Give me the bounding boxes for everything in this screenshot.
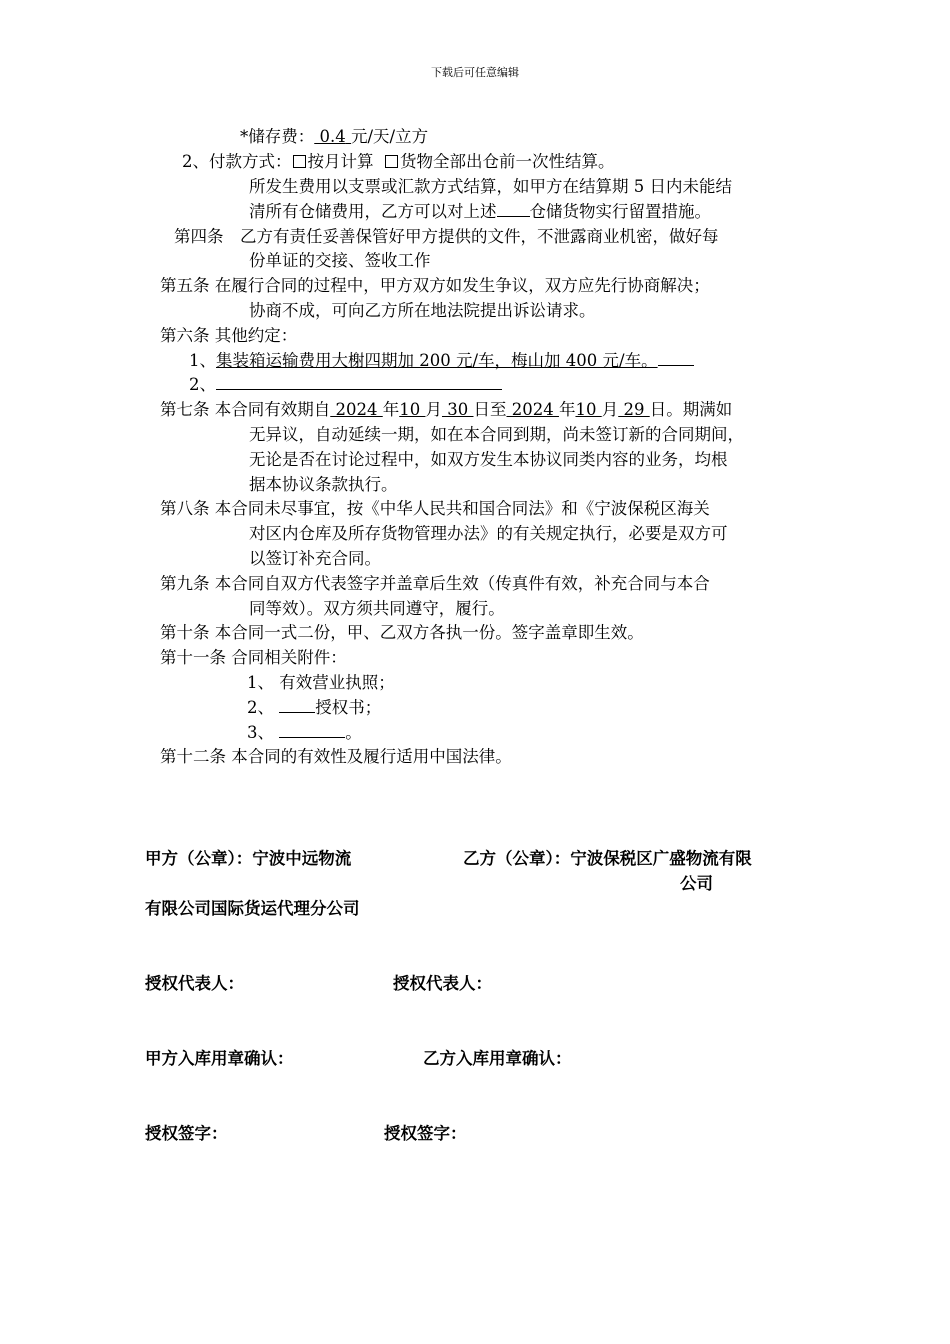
article-8-line-3: 以签订补充合同。	[249, 549, 381, 568]
article-8-line-2: 对区内仓库及所存货物管理办法》的有关规定执行，必要是双方可	[249, 524, 728, 543]
article-11-item-3: 3、 。	[247, 723, 362, 742]
end-year: 2024	[506, 400, 559, 419]
article-6-item-2: 2、	[189, 374, 502, 396]
article-10: 第十条 本合同一式二份，甲、乙双方各执一份。签字盖章即生效。	[160, 623, 644, 642]
article-11-title: 第十一条 合同相关附件：	[160, 648, 347, 667]
rep-a-label: 授权代表人：	[145, 974, 244, 993]
checkbox-one-time[interactable]	[385, 155, 398, 168]
article-6-item-1: 1、集装箱运输费用大榭四期加 200 元/车，梅山加 400 元/车。	[189, 350, 694, 372]
storage-fee-line: *储存费： 0.4 元/天/立方	[240, 127, 429, 146]
blank-field	[279, 697, 315, 713]
payment-text-1: 所发生费用以支票或汇款方式结算，如甲方在结算期 5 日内未能结	[249, 177, 732, 196]
article-5-line-1: 第五条 在履行合同的过程中，甲方双方如发生争议，双方应先行协商解决；	[160, 276, 710, 295]
stamp-a-label: 甲方入库用章确认：	[145, 1049, 294, 1068]
payment-line: 2、付款方式： 按月计算 货物全部出仓前一次性结算。	[182, 152, 615, 171]
article-7-line-4: 据本协议条款执行。	[249, 475, 398, 494]
article-12: 第十二条 本合同的有效性及履行适用中国法律。	[160, 747, 512, 766]
article-7-line-3: 无论是否在讨论过程中，如双方发生本协议同类内容的业务，均根	[249, 450, 728, 469]
checkbox-monthly[interactable]	[293, 155, 306, 168]
article-4-line-1: 第四条 乙方有责任妥善保管好甲方提供的文件，不泄露商业机密，做好每	[174, 227, 719, 246]
sign-b-label: 授权签字：	[384, 1124, 467, 1143]
payment-text-2: 清所有仓储费用，乙方可以对上述 仓储货物实行留置措施。	[249, 202, 711, 221]
start-year: 2024	[330, 400, 383, 419]
article-7-line-1: 第七条 本合同有效期自 2024 年10 月 30 日至 2024 年10 月 29 日。期满如	[160, 400, 733, 419]
article-4-line-2: 份单证的交接、签收工作	[249, 251, 431, 270]
party-a-label: 甲方（公章）：宁波中远物流	[145, 849, 352, 868]
rep-b-label: 授权代表人：	[393, 974, 492, 993]
article-11-item-2: 2、 授权书；	[247, 698, 382, 717]
article-11-item-1: 1、 有效营业执照；	[247, 673, 395, 692]
article-7-line-2: 无异议，自动延续一期，如在本合同到期，尚未签订新的合同期间，	[249, 425, 744, 444]
end-month: 10	[575, 400, 602, 419]
start-month: 10	[399, 400, 426, 419]
storage-fee-value: 0.4	[319, 127, 346, 146]
article-8-line-1: 第八条 本合同未尽事宜，按《中华人民共和国合同法》和《宁波保税区海关	[160, 499, 710, 518]
start-day: 30	[441, 400, 474, 419]
header-note: 下载后可任意编辑	[431, 66, 519, 79]
party-a-label-cont: 有限公司国际货运代理分公司	[145, 899, 360, 918]
article-5-line-2: 协商不成，可向乙方所在地法院提出诉讼请求。	[249, 301, 596, 320]
sign-a-label: 授权签字：	[145, 1124, 228, 1143]
stamp-b-label: 乙方入库用章确认：	[423, 1049, 572, 1068]
article-9-line-2: 同等效）。双方须共同遵守，履行。	[249, 599, 505, 618]
blank-field	[216, 374, 502, 390]
article-9-line-1: 第九条 本合同自双方代表签字并盖章后生效（传真件有效，补充合同与本合	[160, 574, 710, 593]
article-6-title: 第六条 其他约定：	[160, 326, 298, 345]
end-day: 29	[618, 400, 650, 419]
party-b-label-cont: 公司	[680, 874, 713, 893]
party-b-label: 乙方（公章）：宁波保税区广盛物流有限	[463, 849, 752, 868]
blank-field	[497, 201, 530, 217]
blank-field	[279, 722, 345, 738]
